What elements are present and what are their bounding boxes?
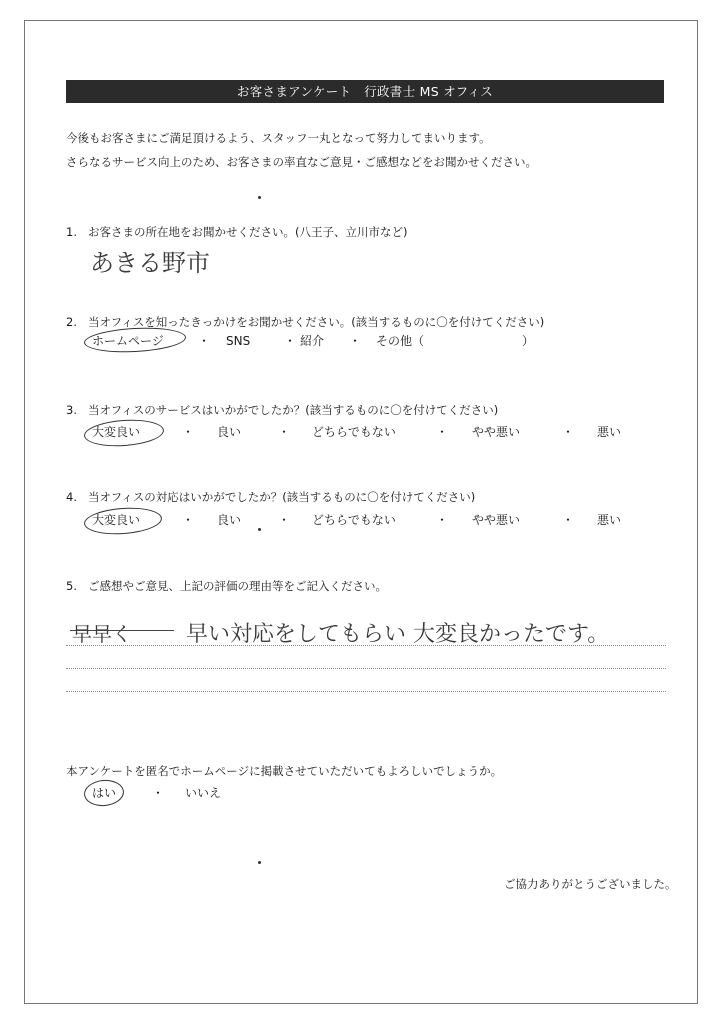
thanks-message: ご協力ありがとうございました。 [504,877,677,891]
option-very-good[interactable]: 大変良い [92,513,141,527]
option-good[interactable]: 良い [217,425,242,439]
question-1 [66,224,407,240]
intro-line-1: 今後もお客さまにご満足頂けるよう、スタッフ一丸となって努力してまいります。 [66,131,491,145]
option-separator: ・ [182,513,195,527]
question-3 [66,402,498,418]
option-separator: ・ [349,334,362,348]
scan-speck [258,861,261,864]
option-separator: ・ [152,786,165,800]
option-other-close-paren: ） [522,334,535,348]
intro-line-2: さらなるサービス向上のため、お客さまの率直なご意見・ご感想などをお聞かせください。 [66,155,538,169]
option-homepage[interactable]: ホームページ [92,334,164,348]
question-2-text: 当オフィスを知ったきっかけをお聞かせください。(該当するものに〇を付けてください) [88,315,545,329]
option-separator: ・ [436,513,449,527]
option-no[interactable]: いいえ [185,786,222,800]
option-separator: ・ [182,425,195,439]
option-separator: ・ [436,425,449,439]
question-1-text: お客さまの所在地をお聞かせください。(八王子、立川市など) [88,225,408,239]
answer-line [66,691,666,692]
option-separator: ・ [278,425,291,439]
option-bad[interactable]: 悪い [597,513,622,527]
option-yes[interactable]: はい [92,786,117,800]
option-separator: ・ [562,425,575,439]
question-5 [66,578,387,594]
question-2-number: 2. [66,315,77,329]
option-bad[interactable]: 悪い [597,425,622,439]
survey-title: お客さまアンケート 行政書士 MS オフィス [66,80,664,103]
option-referral[interactable]: 紹介 [300,334,325,348]
question-4 [66,489,475,505]
answer-line [66,668,666,669]
question-5-number: 5. [66,579,77,593]
question-4-text: 当オフィスの対応はいかがでしたか？(該当するものに〇を付けてください) [88,490,476,504]
option-sns[interactable]: SNS [226,334,251,348]
question-5-text: ご感想やご意見、上記の評価の理由等をご記入ください。 [88,579,387,593]
option-neutral[interactable]: どちらでもない [312,513,396,527]
strikethrough-line [70,630,174,631]
option-separator: ・ [198,334,211,348]
question-1-number: 1. [66,225,77,239]
question-3-number: 3. [66,403,77,417]
option-separator: ・ [284,334,297,348]
scan-speck [258,528,261,531]
option-neutral[interactable]: どちらでもない [312,425,396,439]
option-very-good[interactable]: 大変良い [92,425,141,439]
question-4-number: 4. [66,490,77,504]
option-other[interactable]: その他（ [376,334,425,348]
option-separator: ・ [562,513,575,527]
question-5-crossed-out-text: 早早く [72,622,132,646]
answer-line [66,645,666,646]
question-5-handwritten-answer: 早い対応をしてもらい 大変良かったです。 [186,622,610,647]
scan-speck [258,196,261,199]
question-3-text: 当オフィスのサービスはいかがでしたか？(該当するものに〇を付けてください) [88,403,499,417]
publish-question: 本アンケートを匿名でホームページに掲載させていただいてもよろしいでしょうか。 [66,764,503,778]
option-somewhat-bad[interactable]: やや悪い [472,513,521,527]
option-somewhat-bad[interactable]: やや悪い [472,425,521,439]
option-good[interactable]: 良い [217,513,242,527]
question-1-handwritten-answer: あきる野市 [90,249,210,277]
option-separator: ・ [278,513,291,527]
